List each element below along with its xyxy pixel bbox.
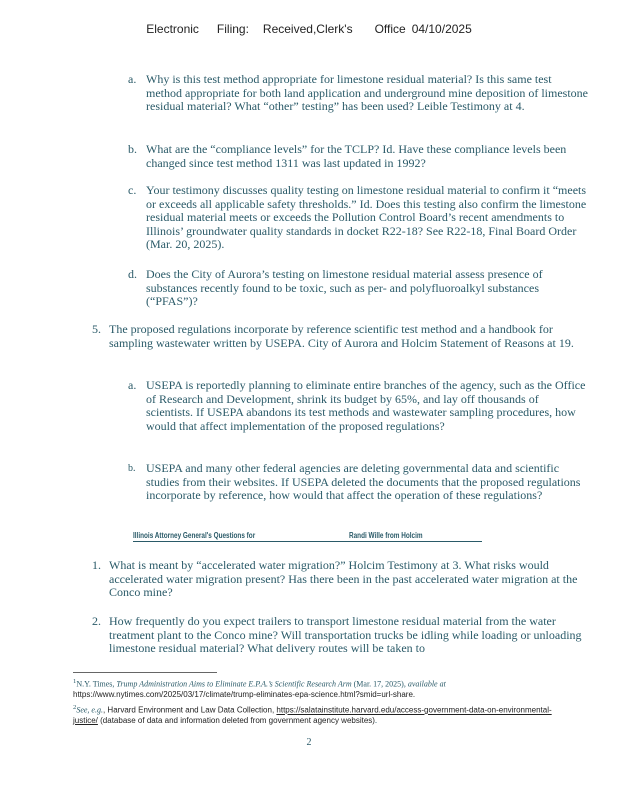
header-word-electronic: Electronic	[146, 22, 199, 36]
section-divider-rule	[133, 541, 482, 542]
footnote-available: available at	[407, 679, 446, 689]
item-marker: 5.	[92, 322, 101, 336]
footnote-number: 2	[73, 704, 77, 711]
filing-header	[0, 22, 618, 36]
header-word-filing: Filing:	[216, 22, 249, 36]
item-marker: a.	[128, 72, 137, 86]
section-divider-right: Randi Wille from Holcim	[349, 531, 423, 540]
footnote-date: (Mar. 17, 2025),	[351, 679, 408, 689]
footnote-number: 1	[73, 678, 77, 685]
section-divider-left: Illinois Attorney General's Questions for	[133, 531, 256, 540]
question-item: Does the City of Aurora’s testing on limestone residual material assess presence of substances recently found to be toxic, such as per- and polyfluoroalkyl substances (“PFAS”)?	[146, 267, 543, 308]
header-word-received: Received,Clerk's	[262, 22, 353, 36]
footnote-signal: See, e.g.	[76, 705, 103, 715]
item-marker: a.	[128, 378, 137, 392]
footnote-title: Trump Administration Aims to Eliminate E.P.A.’s Scientific Research Arm	[116, 679, 352, 689]
footnote-2	[73, 703, 573, 726]
item-marker: 1.	[92, 558, 101, 572]
footnote-end: .	[374, 715, 377, 725]
question-item: What are the “compliance levels” for the TCLP? Id. Have these compliance levels been changed since test method 1311 was last updated in 1992?	[146, 142, 567, 170]
question-item: USEPA and many other federal agencies are deleting governmental data and scientific studies from their websites. If USEPA deleted the documents that the proposed regulations incorporate by reference, how would that affect the operation of these regulations?	[146, 461, 581, 502]
footnote-source: , Harvard Environment and Law Data Collection,	[102, 705, 277, 715]
question-item: Why is this test method appropriate for limestone residual material? Is this same test method appropriate for both land application and underground mine deposition of limestone residual material? What “other” testing” has been used? Leible Testimony at 4.	[146, 72, 589, 113]
footnote-rule	[73, 672, 217, 673]
footnote-link[interactable]: https://salatainstitute.harvard.edu/access-government-data-on-environmental-justice/	[73, 705, 552, 725]
item-marker: b.	[128, 463, 136, 474]
item-marker: 2.	[92, 614, 101, 628]
header-date: 04/10/2025	[411, 22, 472, 36]
header-word-office: Office	[374, 22, 406, 36]
footnote-source: N.Y. Times,	[76, 679, 117, 689]
item-marker: c.	[128, 183, 137, 197]
question-item: Your testimony discusses quality testing on limestone residual material to confirm it “meets or exceeds all applicable safety thresholds.” Id. Does this testing also confirm the limestone residual material meets or exceeds the Pollution Control Board’s recent amendments to Illinois’ groundwater quality standards in docket R22-18? See R22-18, Final Board Order (Mar. 20, 2025).	[146, 183, 587, 251]
question-item: The proposed regulations incorporate by reference scientific test method and a handbook for sampling wastewater written by USEPA. City of Aurora and Holcim Statement of Reasons at 19.	[109, 322, 574, 350]
footnote-note: (database of data and information deleted from government agency websites)	[97, 715, 375, 725]
footnote-url: https://www.nytimes.com/2025/03/17/climate/trump-eliminates-epa-science.html?smid=url-share.	[73, 689, 416, 699]
item-marker: b.	[128, 142, 137, 156]
question-item: USEPA is reportedly planning to eliminate entire branches of the agency, such as the Office of Research and Development, shrink its budget by 65%, and lay off thousands of scientists. If USEPA abandons its test methods and wastewater sampling procedures, how would that affect implementation of the proposed regulations?	[146, 378, 586, 433]
page-number: 2	[306, 737, 312, 748]
footnote-1	[73, 677, 573, 700]
question-item: What is meant by “accelerated water migration?” Holcim Testimony at 3. What risks would accelerated water migration present? Has there been in the past accelerated water migration at the Conco mine?	[109, 558, 578, 599]
question-item: How frequently do you expect trailers to transport limestone residual material from the water treatment plant to the Conco mine? Will transportation trucks be idling while loading or unloading limestone residual material? What delivery routes will be taken to	[109, 614, 582, 655]
item-marker: d.	[128, 267, 137, 281]
